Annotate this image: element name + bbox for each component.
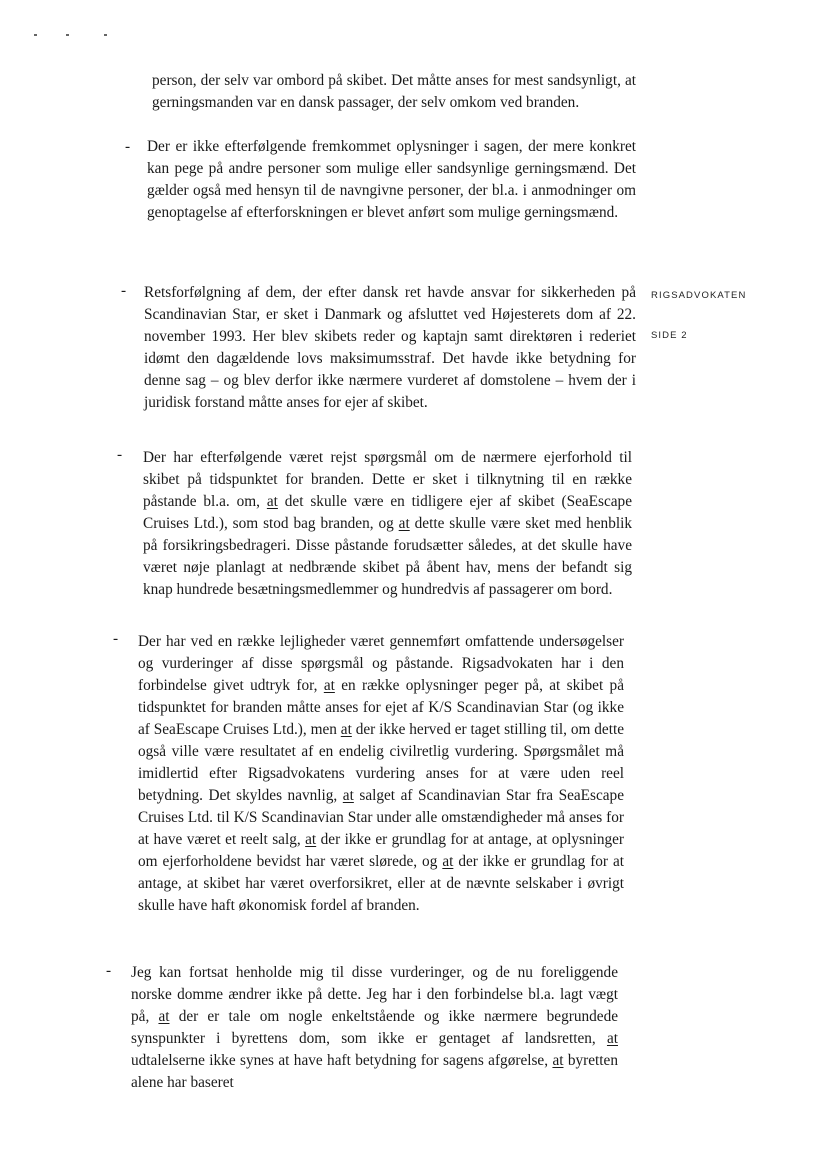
underlined-at: at [398, 515, 410, 532]
scan-artifacts [30, 30, 120, 40]
paragraph-text: Jeg kan fortsat henholde mig til disse vurderinger, og de nu foreliggende norske domme ændrer ikke på dette. Jeg har i den forbindelse bl.a. lagt vægt på, [131, 964, 618, 1025]
underlined-at: at [266, 493, 278, 510]
paragraph-text: Der er ikke efterfølgende fremkommet oplysninger i sagen, der mere konkret kan pege på andre personer som mulige eller sandsynlige gerningsmænd. Det gælder også med hensyn til de navngivne personer, der bl.a. i anmodninger om genoptagelse af efterforskningen er blevet anført som mulige gerningsmænd. [147, 138, 636, 221]
paragraph-text: dette skulle være sket med henblik på forsikringsbedrageri. Disse påstande forudsætter således, at det skulle have været nøje planlagt at nedbrænde skibet på åbent hav, mens der befandt sig knap hundrede besætningsmedlemmer og hundredvis af passagerer om bord. [143, 515, 632, 598]
underlined-at: at [342, 787, 354, 804]
underlined-at: at [340, 721, 352, 738]
page-number: SIDE 2 [651, 330, 688, 341]
paragraph-1 [147, 136, 636, 224]
paragraph-2 [144, 282, 636, 414]
paragraph-text: udtalelserne ikke synes at have haft betydning for sagens afgørelse, [131, 1052, 549, 1069]
paragraph-text: Retsforfølgning af dem, der efter dansk ret havde ansvar for sikkerheden på Scandinavian Star, er sket i Danmark og afsluttet ved Højesterets dom af 22. november 1993. Her blev skibets reder og kaptajn samt direktøren i rederiet idømt den dagældende lovs maksimumsstraf. Det havde ikke betydning for denne sag – og blev derfor ikke nærmere vurderet af domstolene – hvem der i juridisk forstand måtte anses for ejer af skibet. [144, 284, 636, 411]
bullet-marker: - [121, 282, 127, 299]
paragraph-3 [143, 447, 632, 601]
bullet-marker: - [113, 630, 119, 647]
underlined-at: at [552, 1052, 564, 1069]
bullet-marker: - [106, 962, 112, 979]
paragraph-text: Der har ved en række lejligheder været gennemført omfattende undersøgelser og vurderinger af disse spørgsmål og påstande. Rigsadvokaten har i den forbindelse givet udtryk for, [138, 633, 624, 694]
underlined-at: at [158, 1008, 170, 1025]
paragraph-text: byretten alene har baseret [131, 1052, 618, 1091]
underlined-at: at [442, 853, 454, 870]
paragraph-text: der ikke herved er taget stilling til, om dette også ville være resultatet af en endelig civilretlig vurdering. Spørgsmålet må imidlertid efter Rigsadvokatens vurdering anses for at være uden reel betydning. Det skyldes navnlig, [138, 721, 624, 804]
bullet-marker: - [125, 138, 131, 155]
underlined-at: at [323, 677, 335, 694]
paragraph-text: der ikke er grundlag for at antage, at oplysninger om ejerforholdene bevidst har været slørede, og [138, 831, 625, 870]
paragraph-5 [131, 962, 618, 1094]
bullet-marker: - [117, 446, 123, 463]
paragraph-text: der ikke er grundlag for at antage, at skibet har været overforsikret, eller at de nævnte selskaber i øvrigt skulle have haft økonomisk fordel af branden. [138, 853, 625, 914]
paragraph-continuation [152, 70, 636, 114]
paragraph-text: der er tale om nogle enkeltstående og ikke nærmere begrundede synspunkter i byrettens dom, som ikke er gentaget af landsretten, [131, 1008, 619, 1047]
paragraph-text: en række oplysninger peger på, at skibet på tidspunktet for branden måtte anses for ejet af K/S Scandinavian Star (og ikke af SeaEscape Cruises Ltd.), men [138, 677, 624, 738]
paragraph-text: salget af Scandinavian Star fra SeaEscape Cruises Ltd. til K/S Scandinavian Star under alle omstændigheder må anses for at have været et reelt salg, [138, 787, 624, 848]
underlined-at: at [606, 1030, 618, 1047]
paragraph-text: det skulle være en tidligere ejer af skibet (SeaEscape Cruises Ltd.), som stod bag branden, og [143, 493, 632, 532]
organization-name: RIGSADVOKATEN [651, 290, 747, 301]
underlined-at: at [305, 831, 317, 848]
paragraph-4 [138, 631, 624, 917]
paragraph-text: Der har efterfølgende været rejst spørgsmål om de nærmere ejerforhold til skibet på tidspunktet for branden. Dette er sket i tilknytning til en række påstande bl.a. om, [143, 449, 632, 510]
paragraph-text: person, der selv var ombord på skibet. Det måtte anses for mest sandsynligt, at gerningsmanden var en dansk passager, der selv omkom ved branden. [152, 72, 636, 111]
